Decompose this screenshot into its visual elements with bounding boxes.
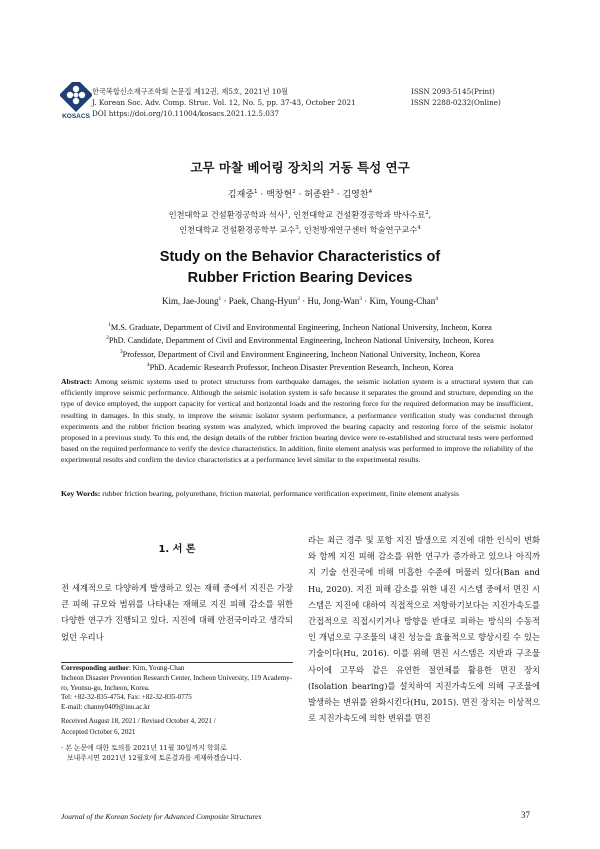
affil-sup: 4 bbox=[146, 362, 150, 369]
received-line2: Accepted October 6, 2021 bbox=[61, 727, 136, 736]
discussion-note bbox=[61, 744, 293, 763]
author-name: Hu, Jong-Wan bbox=[307, 296, 360, 306]
english-title-line2: Rubber Friction Bearing Devices bbox=[187, 270, 413, 286]
affil-sup: 3 bbox=[119, 348, 123, 355]
author-name: Kim, Jae-Joung bbox=[161, 296, 219, 306]
author-sup: 4 bbox=[368, 189, 373, 195]
author-name: Paek, Chang-Hyun bbox=[228, 296, 298, 306]
author-sup: 1 bbox=[254, 189, 258, 195]
author-name: 김재중 bbox=[227, 190, 255, 200]
abstract-label: Abstract: bbox=[61, 377, 93, 386]
affil-text: , 인천방재연구센터 학술연구교수 bbox=[298, 224, 418, 235]
footnote-divider bbox=[61, 662, 293, 663]
page-number: 37 bbox=[521, 810, 530, 820]
korean-authors bbox=[0, 187, 600, 200]
issn-block bbox=[411, 86, 501, 108]
affil-sup: 1 bbox=[284, 210, 289, 216]
logo-text: KOSACS bbox=[62, 113, 90, 120]
english-affil-line bbox=[0, 320, 600, 333]
english-title-line1: Study on the Behavior Characteristics of bbox=[159, 249, 441, 265]
corr-line1 bbox=[61, 664, 293, 674]
corr-address: Incheon Disaster Prevention Research Center, Incheon University, 119 Academy-ro, Yeonsu-gu, Incheon, Korea. bbox=[61, 673, 293, 692]
corr-phone: Tel: +82-32-835-4754, Fax: +82-32-835-0775 bbox=[61, 693, 192, 702]
author-sup: 1 bbox=[218, 296, 222, 302]
korean-affiliations bbox=[0, 207, 600, 237]
affil-sup: 2 bbox=[106, 335, 109, 342]
korean-affil-line1 bbox=[0, 207, 600, 222]
author-separator: · bbox=[295, 190, 305, 200]
affil-text: PhD. Candidate, Department of Civil and Environmental Engineering, Incheon National University, Incheon, Korea bbox=[108, 336, 494, 346]
header-doi[interactable]: DOI https://doi.org/10.11004/kosacs.2021.12.5.037 bbox=[92, 109, 279, 118]
kosacs-logo bbox=[60, 82, 92, 122]
author-sup: 3 bbox=[330, 189, 334, 195]
author-name: Kim, Young-Chan bbox=[369, 296, 436, 306]
author-separator: · bbox=[221, 296, 229, 306]
english-affil-line bbox=[0, 360, 600, 373]
affil-text: , 인천대학교 건설환경공학과 박사수료 bbox=[288, 209, 426, 220]
author-separator: · bbox=[299, 296, 308, 306]
abstract-text: Among seismic systems used to protect structures from earthquake damages, the seismic isolation system is a structural system that can efficiently improve seismic performance. Although the seismic isolation system is safe because it separates the ground and structure, depending on the type of device employed, the support capacity for vertical and horizontal loads and the restoring force for the required deformation may be insufficient, resulting in damages. In this study, to improve the seismic isolator system performance, a performance verification study was conducted through experiments and the rubber friction bearing system was analyzed, which improved the bearing capacity and restoring force of the seismic isolator proposed in a previous study. To this end, the design details of the rubber friction bearing device were re-established and structural tests were performed based on the required performance to verify the device characteristics. In addition, finite element analysis was performed to improve the reliability of the experimental results and confirm the device characteristics at a performance level similar to the experimental results. bbox=[61, 377, 533, 465]
english-authors bbox=[0, 296, 600, 306]
affil-text: M.S. Graduate, Department of Civil and Environmental Engineering, Incheon National University, Incheon, Korea bbox=[110, 322, 492, 332]
english-title bbox=[0, 247, 600, 289]
header-line-english: J. Korean Soc. Adv. Comp. Struc. Vol. 12, No. 5, pp. 37-43, October 2021 bbox=[92, 98, 356, 107]
author-name: 백창현 bbox=[266, 190, 293, 200]
issn-print: ISSN 2093-5145(Print) bbox=[411, 87, 495, 96]
author-separator: · bbox=[257, 190, 267, 200]
corr-label: Corresponding author bbox=[61, 664, 129, 672]
english-affil-line bbox=[0, 333, 600, 346]
author-name: 허종완 bbox=[304, 190, 331, 200]
section-heading-introduction: 1. 서 론 bbox=[158, 544, 196, 555]
affil-sup: 2 bbox=[425, 210, 429, 216]
affil-text: 인천대학교 건설환경공학부 교수 bbox=[179, 224, 296, 235]
affil-text: , bbox=[428, 209, 432, 220]
note-line2: 보내주시면 2021년 12월호에 토론결과를 게재하겠습니다. bbox=[67, 753, 242, 762]
intro-right-column: 라는 최근 경주 및 포항 지진 발생으로 지진에 대한 인식이 변화와 함께 지진 피해 감소를 위한 연구가 증가하고 있으나 아직까지 기술 선진국에 비해 미흡한 수준에 머물러 있다(Ban and Hu, 2020). 지진 피해 감소를 위한 내진 시스템 중에서 면진 시스템은 지진에 대하여 직접적으로 저항하기보다는 지진가속도를 간접적으로 직접시키거나 방향을 반대로 피하는 방식의 수동적인 개념으로 구조물의 내진 성능을 효율적으로 향상시킬 수 있는 기술이다(Hu, 2016). 이를 위해 면진 시스템은 지반과 구조물 사이에 고무와 같은 유연한 절연체를 활용한 면진 장치(Isolation bearing)를 설치하여 지진가속도에 의해 구조물에 발생하는 변위를 완화시킨다(Hu, 2015). 면진 장치는 이상적으로 지진가속도에 의한 변위를 면진 bbox=[308, 535, 540, 724]
journal-header bbox=[92, 86, 356, 119]
author-sup: 4 bbox=[435, 296, 439, 302]
author-sup: 3 bbox=[359, 296, 362, 302]
english-affil-line bbox=[0, 347, 600, 360]
kosacs-logo-icon bbox=[60, 82, 92, 122]
corr-name: : Kim, Young-Chan bbox=[128, 664, 185, 672]
affil-sup: 4 bbox=[417, 225, 421, 232]
korean-affil-line2 bbox=[0, 222, 600, 237]
issn-online: ISSN 2288-0232(Online) bbox=[411, 98, 501, 107]
author-sup: 2 bbox=[292, 189, 296, 195]
affil-sup: 3 bbox=[295, 225, 299, 232]
corr-email[interactable]: E-mail: channy0409@inu.ac.kr bbox=[61, 703, 151, 712]
keywords bbox=[61, 488, 533, 499]
abstract bbox=[61, 376, 533, 466]
author-sup: 2 bbox=[297, 296, 300, 302]
keywords-text: rubber friction bearing, polyurethane, friction material, performance verification experiment, finite element analysis bbox=[102, 489, 459, 498]
author-name: 김영찬 bbox=[342, 190, 369, 200]
received-line1: Received August 18, 2021 / Revised October 4, 2021 / bbox=[61, 717, 216, 725]
author-separator: · bbox=[362, 296, 370, 306]
affil-text: PhD. Academic Research Professor, Incheon Disaster Prevention Research, Incheon, Korea bbox=[149, 363, 454, 373]
corresponding-author-block bbox=[61, 664, 293, 713]
affil-sup: 1 bbox=[108, 322, 111, 328]
korean-title: 고무 마찰 베어링 장치의 거동 특성 연구 bbox=[190, 160, 410, 175]
journal-footer: Journal of the Korean Society for Advanced Composite Structures bbox=[61, 812, 262, 821]
header-line-korean: 한국복합신소재구조학회 논문집 제12권, 제5호, 2021년 10월 bbox=[92, 87, 289, 96]
author-separator: · bbox=[333, 190, 343, 200]
note-line1: · 본 논문에 대한 토의를 2021년 11월 30일까지 학회로 bbox=[61, 744, 227, 752]
affil-text: 인천대학교 건설환경공학과 석사 bbox=[168, 209, 285, 220]
english-affiliations bbox=[0, 320, 600, 374]
received-dates bbox=[61, 716, 293, 737]
intro-left-column: 전 세계적으로 다양하게 발생하고 있는 재해 중에서 지진은 가장 큰 피해 규모와 범위를 나타내는 재해로 지진 피해 감소를 위한 다양한 연구가 진행되고 있다. 지진에 대해 안전국이라고 생각되었던 우리나 bbox=[61, 583, 293, 642]
affil-text: Professor, Department of Civil and Environment Engineering, Incheon National University, Incheon, Korea bbox=[122, 349, 481, 359]
keywords-label: Key Words: bbox=[61, 489, 101, 498]
